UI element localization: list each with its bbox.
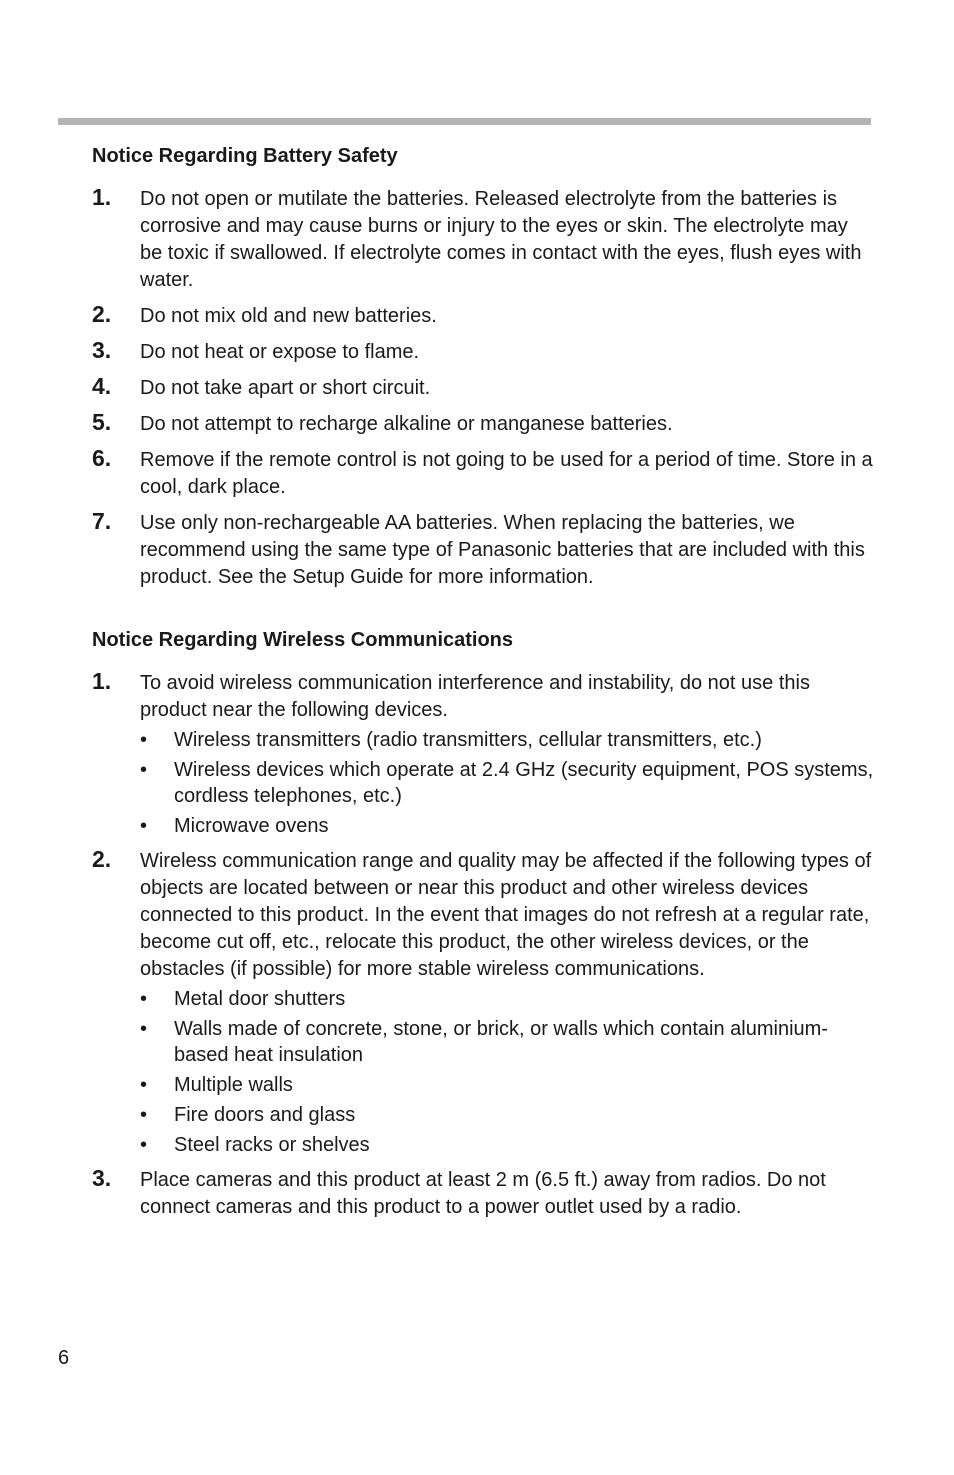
item-text: Do not take apart or short circuit. — [140, 377, 431, 399]
bullet-item — [140, 813, 874, 839]
item-text: Do not attempt to recharge alkaline or manganese batteries. — [140, 413, 673, 435]
battery-item — [92, 303, 874, 330]
bullet-mark: • — [140, 1018, 148, 1040]
item-text: Remove if the remote control is not going to be used for a period of time. Store in a cool, dark place. — [140, 449, 873, 498]
wireless-item — [92, 848, 874, 1158]
wireless-communications-section — [92, 627, 874, 1221]
item-number: 6. — [92, 445, 112, 471]
item-number: 1. — [92, 668, 112, 694]
battery-item — [92, 339, 874, 366]
bullet-item — [140, 1072, 874, 1098]
bullet-text: Wireless transmitters (radio transmitters, cellular transmitters, etc.) — [174, 729, 762, 751]
battery-item — [92, 447, 874, 501]
bullet-text: Metal door shutters — [174, 988, 346, 1010]
bullet-mark: • — [140, 759, 148, 781]
item-number: 3. — [92, 1165, 112, 1191]
bullet-text: Walls made of concrete, stone, or brick, or walls which contain aluminium-based heat insulation — [174, 1018, 828, 1066]
bullet-mark: • — [140, 1104, 148, 1126]
item-number: 3. — [92, 337, 112, 363]
item-number: 4. — [92, 373, 112, 399]
bullet-item — [140, 986, 874, 1012]
battery-item — [92, 411, 874, 438]
battery-safety-section — [92, 143, 874, 591]
battery-item — [92, 186, 874, 294]
bullet-mark: • — [140, 1074, 148, 1096]
wireless-item — [92, 670, 874, 839]
bullet-item — [140, 1102, 874, 1128]
bullet-list — [140, 727, 874, 839]
bullet-text: Fire doors and glass — [174, 1104, 356, 1126]
bullet-mark: • — [140, 988, 148, 1010]
item-text: Wireless communication range and quality may be affected if the following types of objects are located between or near this product and other wireless devices connected to this product. In the event that images do not refresh at a regular rate, become cut off, etc., relocate this product, the other wireless devices, or the obstacles (if possible) for more stable wireless communications. — [140, 850, 872, 980]
battery-item — [92, 375, 874, 402]
item-text: Use only non-rechargeable AA batteries. When replacing the batteries, we recommend using the same type of Panasonic batteries that are included with this product. See the Setup Guide for more information. — [140, 512, 865, 588]
top-rule — [58, 118, 871, 125]
bullet-mark: • — [140, 815, 148, 837]
item-number: 1. — [92, 184, 112, 210]
bullet-text: Multiple walls — [174, 1074, 293, 1096]
item-text: Do not open or mutilate the batteries. Released electrolyte from the batteries is corrosive and may cause burns or injury to the eyes or skin. The electrolyte may be toxic if swallowed. If electrolyte comes in contact with the eyes, flush eyes with water. — [140, 188, 862, 291]
bullet-text: Microwave ovens — [174, 815, 329, 837]
bullet-mark: • — [140, 729, 148, 751]
bullet-item — [140, 757, 874, 809]
wireless-item — [92, 1167, 874, 1221]
page-content — [92, 143, 874, 1230]
item-text: Do not heat or expose to flame. — [140, 341, 420, 363]
bullet-mark: • — [140, 1134, 148, 1156]
item-number: 5. — [92, 409, 112, 435]
bullet-item — [140, 727, 874, 753]
page-number: 6 — [58, 1347, 70, 1369]
bullet-text: Wireless devices which operate at 2.4 GHz (security equipment, POS systems, cordless telephones, etc.) — [174, 759, 874, 807]
item-number: 2. — [92, 301, 112, 327]
item-text: Do not mix old and new batteries. — [140, 305, 437, 327]
bullet-text: Steel racks or shelves — [174, 1134, 370, 1156]
bullet-list — [140, 986, 874, 1158]
item-text: Place cameras and this product at least 2 m (6.5 ft.) away from radios. Do not connect cameras and this product to a power outlet used by a radio. — [140, 1169, 826, 1218]
battery-item — [92, 510, 874, 591]
section-heading-battery: Notice Regarding Battery Safety — [92, 145, 398, 167]
item-text: To avoid wireless communication interference and instability, do not use this product near the following devices. — [140, 672, 810, 721]
bullet-item — [140, 1132, 874, 1158]
item-number: 7. — [92, 508, 112, 534]
item-number: 2. — [92, 846, 112, 872]
section-heading-wireless: Notice Regarding Wireless Communications — [92, 629, 514, 651]
bullet-item — [140, 1016, 874, 1068]
